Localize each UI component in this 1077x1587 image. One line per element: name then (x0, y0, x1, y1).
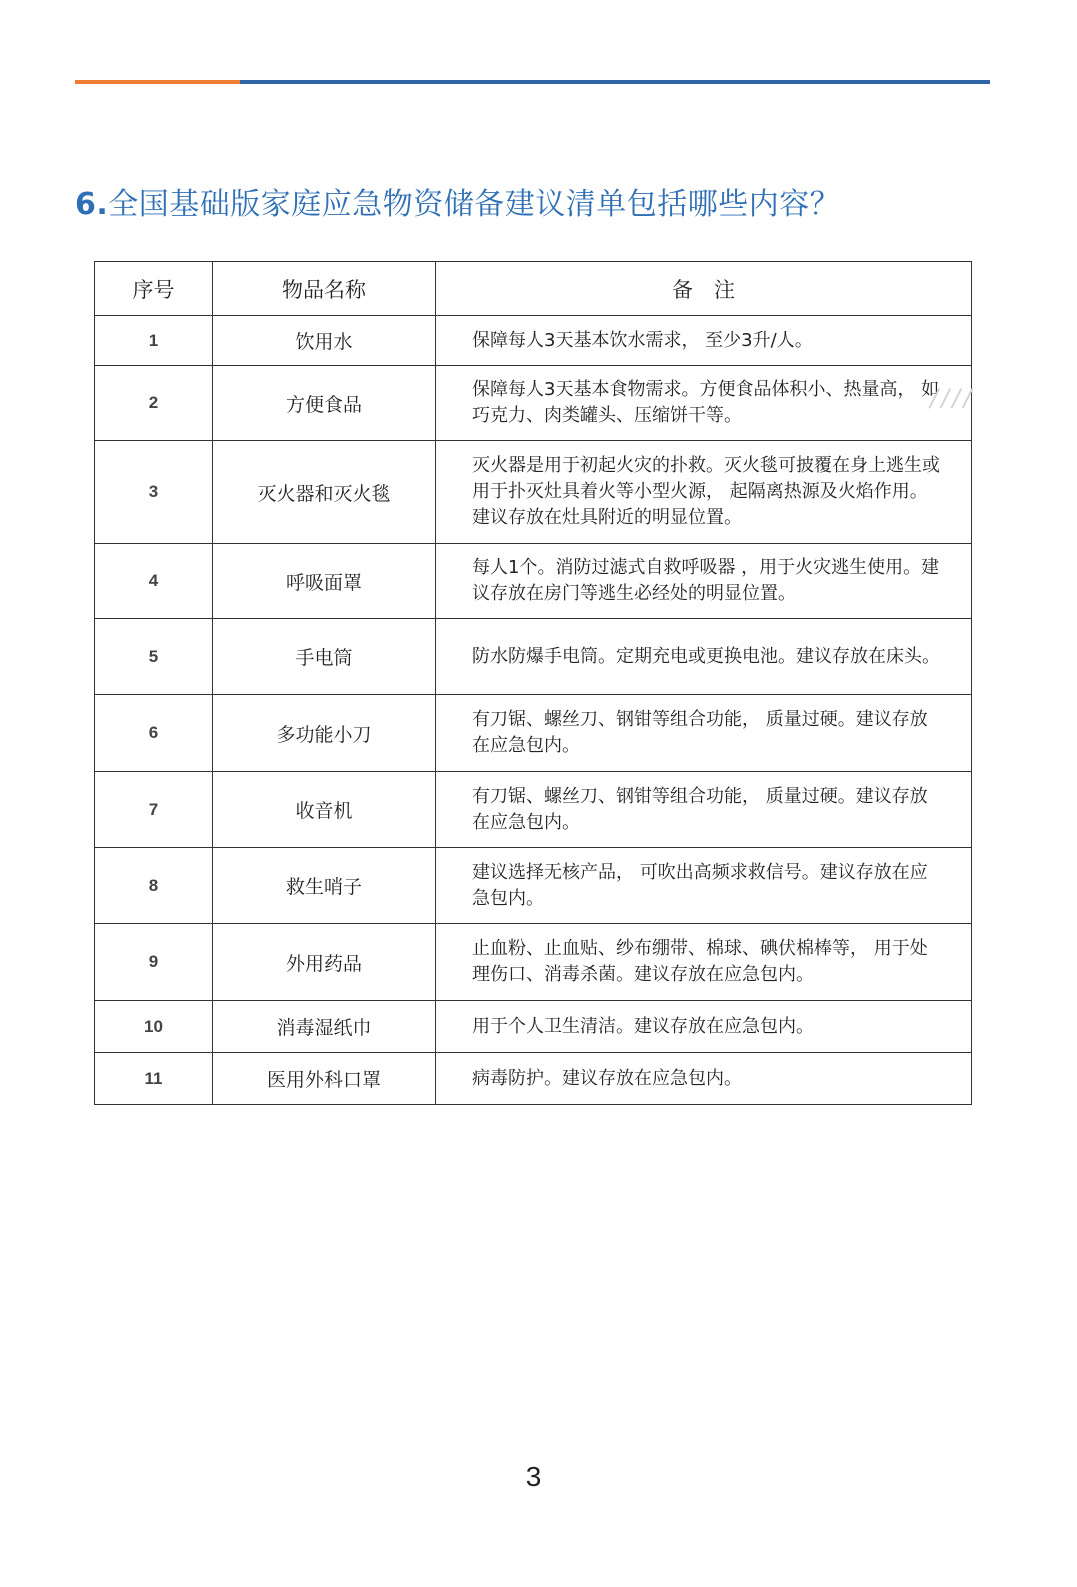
accent-rule-blue (240, 80, 990, 84)
row-no: 3 (95, 441, 213, 544)
row-note: 保障每人3天基本饮水需求， 至少3升/人。 (436, 316, 972, 366)
row-item-name: 呼吸面罩 (213, 544, 436, 619)
table-row (95, 544, 972, 619)
table-row (95, 1053, 972, 1105)
row-no: 2 (95, 366, 213, 441)
row-item-name: 外用药品 (213, 924, 436, 1001)
row-item-name: 多功能小刀 (213, 695, 436, 772)
header-name: 物品名称 (213, 262, 436, 316)
header-note: 备 注 (436, 262, 972, 316)
row-note: 有刀锯、螺丝刀、钢钳等组合功能， 质量过硬。建议存放在应急包内。 (436, 695, 972, 772)
row-note: 用于个人卫生清洁。建议存放在应急包内。 (436, 1001, 972, 1053)
row-note: 建议选择无核产品， 可吹出高频求救信号。建议存放在应急包内。 (436, 848, 972, 924)
row-no: 6 (95, 695, 213, 772)
section-number: 6. (75, 187, 109, 222)
emergency-supplies-table (94, 261, 975, 1105)
table-row (95, 772, 972, 848)
table-row (95, 619, 972, 695)
row-item-name: 饮用水 (213, 316, 436, 366)
row-note: 每人1个。消防过滤式自救呼吸器 ，用于火灾逃生使用。建议存放在房门等逃生必经处的明显位置。 (436, 544, 972, 619)
row-no: 11 (95, 1053, 213, 1105)
table-row (95, 1001, 972, 1053)
row-item-name: 收音机 (213, 772, 436, 848)
header-no: 序号 (95, 262, 213, 316)
row-item-name: 医用外科口罩 (213, 1053, 436, 1105)
row-note: 病毒防护。建议存放在应急包内。 (436, 1053, 972, 1105)
table-row (95, 441, 972, 544)
row-no: 8 (95, 848, 213, 924)
row-no: 10 (95, 1001, 213, 1053)
row-no: 5 (95, 619, 213, 695)
row-no: 7 (95, 772, 213, 848)
row-no: 9 (95, 924, 213, 1001)
row-note: 有刀锯、螺丝刀、钢钳等组合功能， 质量过硬。建议存放在应急包内。 (436, 772, 972, 848)
table-header-row (95, 262, 972, 316)
decorative-slashes: //// (930, 384, 975, 412)
row-no: 4 (95, 544, 213, 619)
section-title (75, 184, 1035, 226)
row-item-name: 消毒湿纸巾 (213, 1001, 436, 1053)
row-item-name: 方便食品 (213, 366, 436, 441)
page-number: 3 (525, 1461, 542, 1492)
table-row (95, 924, 972, 1001)
accent-rule-orange (75, 80, 240, 84)
top-accent-rule (75, 80, 990, 84)
table-row (95, 366, 972, 441)
row-note: 灭火器是用于初起火灾的扑救。灭火毯可披覆在身上逃生或用于扑灭灶具着火等小型火源， 起隔离热源及火焰作用。建议存放在灶具附近的明显位置。 (436, 441, 972, 544)
table-row (95, 316, 972, 366)
row-no: 1 (95, 316, 213, 366)
table-row (95, 848, 972, 924)
table-row (95, 695, 972, 772)
row-item-name: 救生哨子 (213, 848, 436, 924)
row-note: 保障每人3天基本食物需求。方便食品体积小、热量高， 如巧克力、肉类罐头、压缩饼干等。 (436, 366, 972, 441)
row-note: 止血粉、止血贴、纱布绷带、棉球、碘伏棉棒等， 用于处理伤口、消毒杀菌。建议存放在应急包内。 (436, 924, 972, 1001)
section-heading-text: 全国基础版家庭应急物资储备建议清单包括哪些内容？ (108, 187, 841, 222)
row-item-name: 灭火器和灭火毯 (213, 441, 436, 544)
row-item-name: 手电筒 (213, 619, 436, 695)
row-note: 防水防爆手电筒。定期充电或更换电池。建议存放在床头。 (436, 619, 972, 695)
